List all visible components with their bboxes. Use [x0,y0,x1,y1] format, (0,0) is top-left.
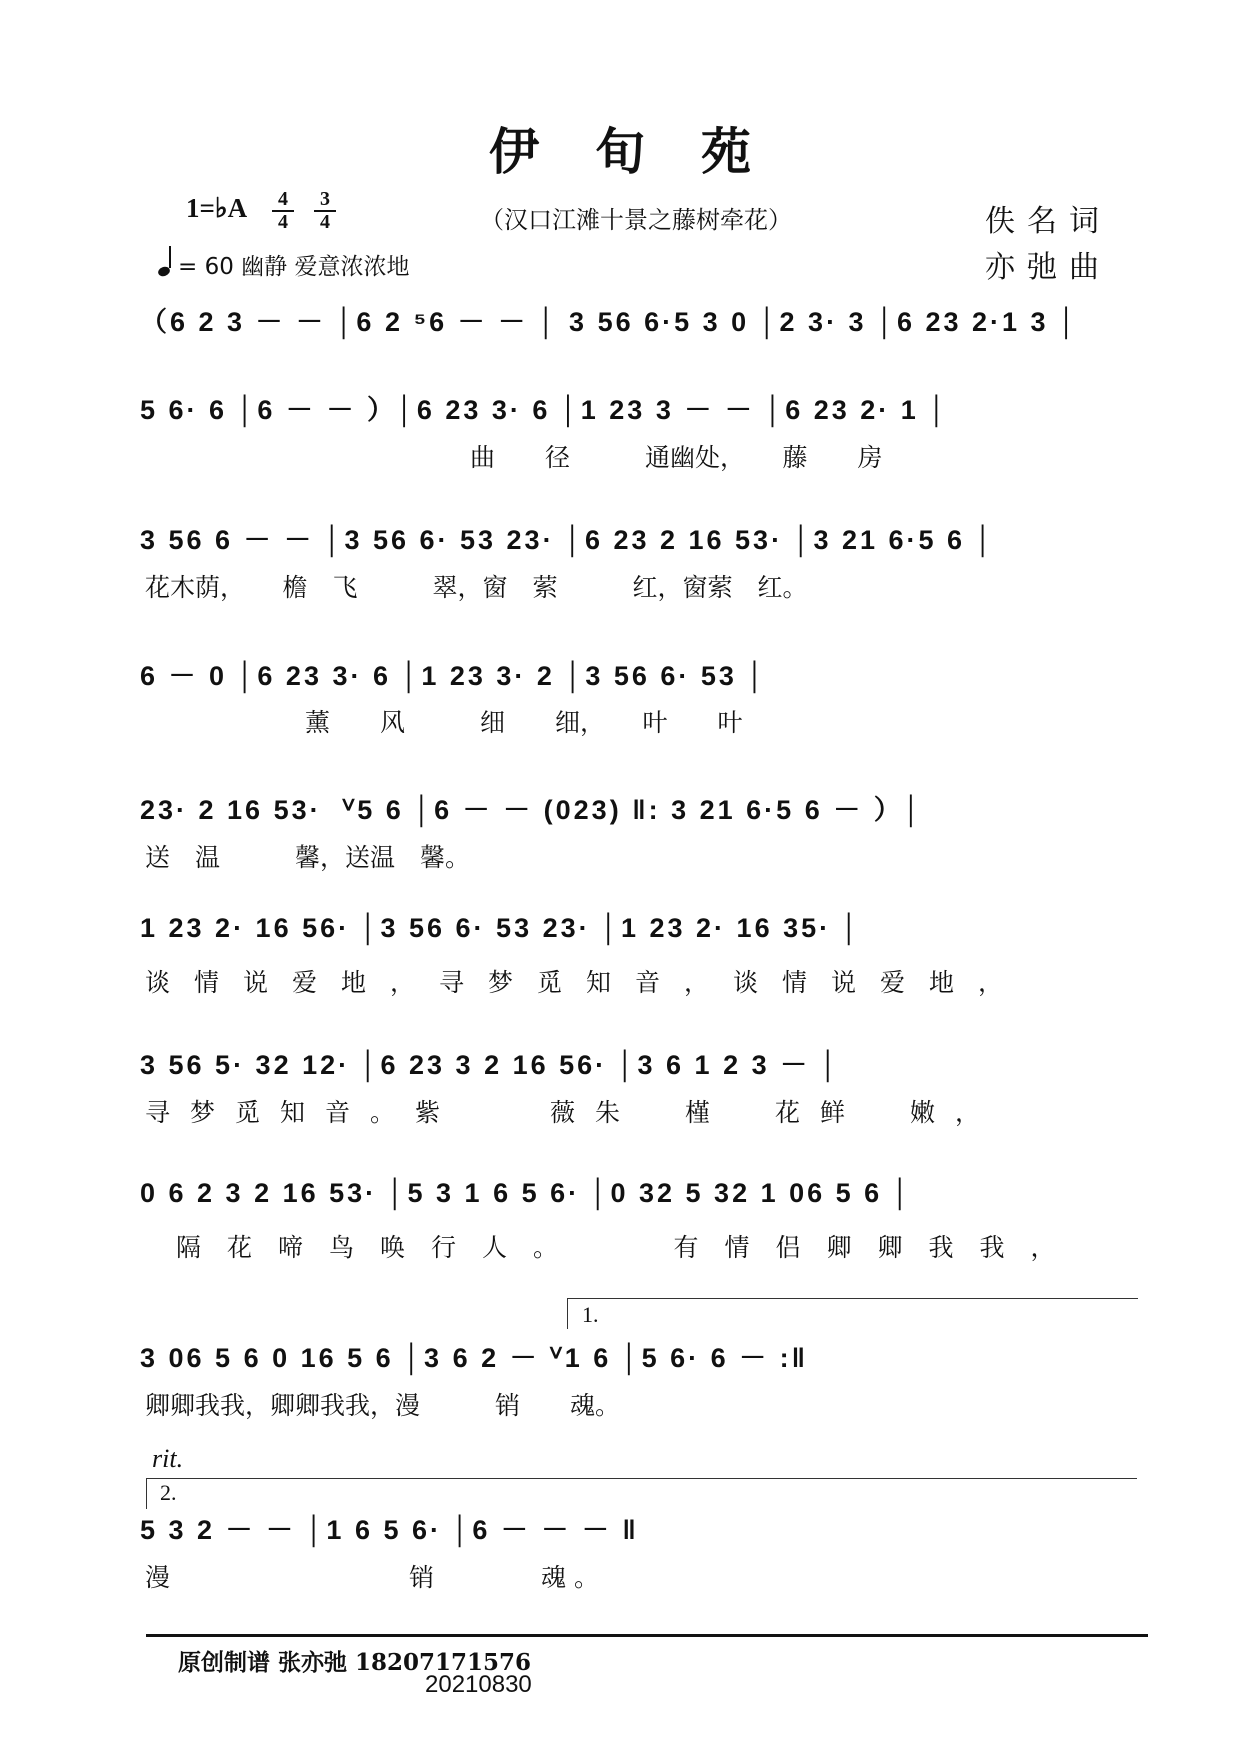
time-top: 3 [320,188,330,210]
volta-number-2: 2. [160,1480,177,1505]
music-line-1: （6 2 3 － － │6 2 ⁵6 － － │ 3 56 6·5 3 0 │2 3· 3 │6 23 2·1 3 │ [140,307,1079,337]
time-top: 4 [278,188,288,210]
music-line-5: 23· 2 16 53· ⱽ5 6 │6 － － (023) ‖: 3 21 6·5 6 － ）│ [140,795,924,825]
lyrics-line-4: 薰 风 细 细， 叶 叶 [305,708,743,737]
key-signature: 1=♭A [186,193,248,223]
lyrics-line-2: 曲 径 通幽处， 藤 房 [470,443,883,472]
lyrics-line-3: 花木荫， 檐 飞 翠，窗 萦 红，窗萦 红。 [145,573,808,602]
music-line-8: 0 6 2 3 2 16 53· │5 3 1 6 5 6· │0 32 5 32 1 06 5 6 │ [140,1178,913,1208]
lyrics-line-8: 隔花啼鸟唤行人。 有情侣卿卿我我， [176,1233,1082,1262]
music-line-10: 5 3 2 － － │1 6 5 6· │6 － － － ‖ [140,1515,639,1545]
music-line-2: 5 6· 6 │6 － － ）│6 23 3· 6 │1 23 3 － － │6 23 2· 1 │ [140,395,950,425]
lyricist-credit: 佚名词 [985,204,1111,239]
lyrics-line-6: 谈情说爱地，寻梦觅知音，谈情说爱地， [145,968,1028,997]
footer-divider [146,1634,1148,1637]
time-signature-4-4 [272,190,294,232]
music-line-3: 3 56 6 － － │3 56 6· 53 23· │6 23 2 16 53· │3 21 6·5 6 │ [140,525,996,555]
composer-credit: 亦弛曲 [985,250,1111,285]
volta-number-1: 1. [582,1302,599,1327]
time-bottom: 4 [278,211,288,233]
music-line-6: 1 23 2· 16 56· │3 56 6· 53 23· │1 23 2· 16 35· │ [140,913,862,943]
time-signature-3-4 [314,190,336,232]
music-line-4: 6 － 0 │6 23 3· 6 │1 23 3· 2 │3 56 6· 53 │ [140,661,768,691]
lyrics-line-9: 卿卿我我，卿卿我我，漫 销 魂。 [145,1391,621,1420]
volta-bracket-2 [146,1478,1137,1509]
footer-credit: 原创制谱 张亦弛 18207171576 [178,1649,532,1676]
lyrics-line-7: 寻梦觅知音。紫 薇朱 槿 花鲜 嫩， [145,1098,1001,1127]
subtitle: （汉口江滩十景之藤树牵花） [480,206,792,234]
tempo-marking [158,248,409,281]
ritardando-mark: rit. [152,1444,184,1473]
song-title: 伊旬苑 [489,122,807,181]
lyrics-line-5: 送 温 馨，送温 馨。 [145,843,471,872]
time-bottom: 4 [320,211,330,233]
footer-date: 20210830 [425,1671,532,1698]
lyrics-line-10: 漫 销 魂。 [145,1563,608,1592]
tempo-text: = 60 幽静 爱意浓浓地 [178,254,410,280]
volta-bracket-1 [567,1298,1138,1329]
music-line-7: 3 56 5· 32 12· │6 23 3 2 16 56· │3 6 1 2 3 － │ [140,1050,841,1080]
music-line-9: 3 06 5 6 0 16 5 6 │3 6 2 － ⱽ1 6 │5 6· 6 － :‖ [140,1343,809,1373]
